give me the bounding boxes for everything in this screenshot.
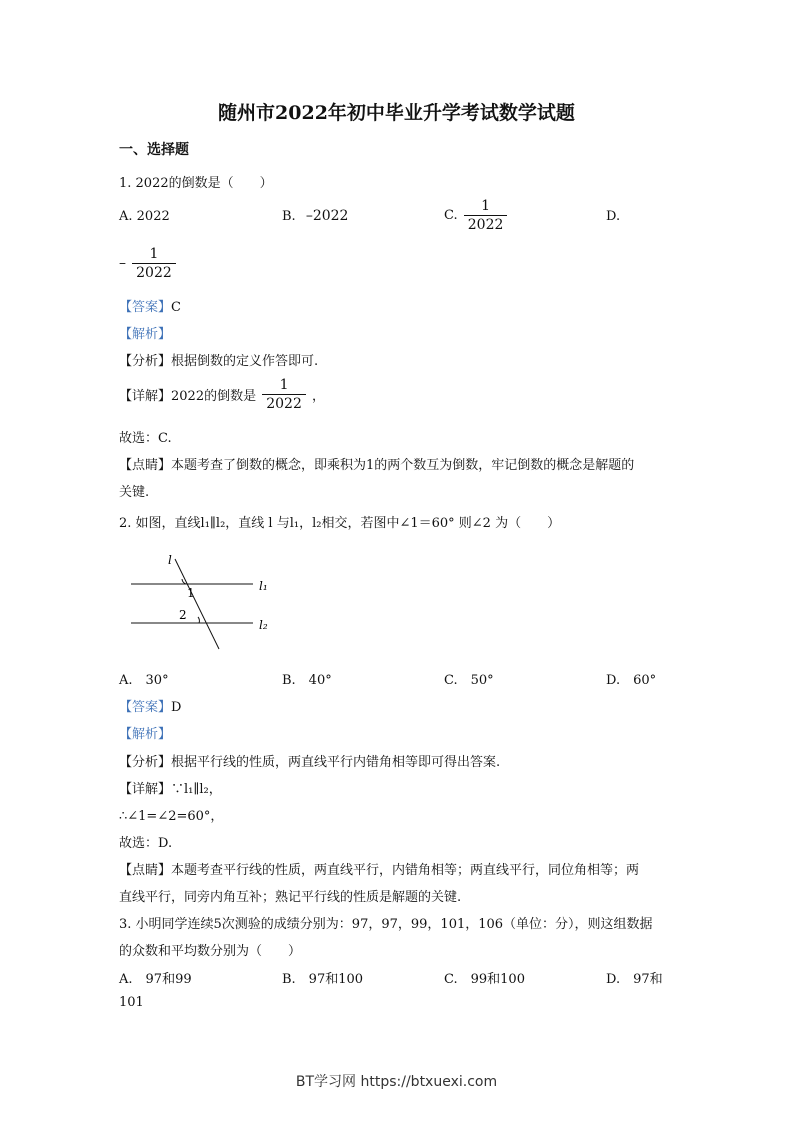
q1-option-c-numerator: 1	[481, 198, 491, 214]
q1-dianjing-line2: 关键.	[119, 485, 150, 500]
q3-option-a: A. 97和99	[119, 972, 192, 987]
q1-option-c-label: C.	[444, 208, 458, 223]
q2-option-c: C. 50°	[444, 673, 494, 688]
angle-2-arc	[198, 617, 199, 623]
q2-dianjing-line2: 直线平行，同旁内角互补；熟记平行线的性质是解题的关键.	[119, 890, 462, 905]
q1-option-b-value: –2022	[305, 208, 349, 224]
q2-option-a: A. 30°	[119, 673, 169, 688]
q1-fenxi: 【分析】根据倒数的定义作答即可.	[119, 354, 319, 369]
q1-option-b-label: B.	[282, 209, 296, 224]
q2-therefore: ∴∠1=∠2=60°，	[119, 809, 224, 824]
q2-stem: 2. 如图，直线l₁∥l₂，直线 l 与l₁，l₂相交，若图中∠1＝60° 则∠2 为（ ）	[119, 516, 561, 531]
q1-option-d-denominator: 2022	[132, 263, 176, 281]
q1-answer-tag: 【答案】	[119, 300, 172, 315]
q1-option-d-label: D.	[606, 209, 621, 224]
label-angle-1: 1	[187, 586, 195, 600]
q2-option-b: B. 40°	[282, 673, 332, 688]
q1-answer	[119, 296, 181, 315]
q3-stem-line2: 的众数和平均数分别为（ ）	[119, 944, 302, 959]
q1-option-b	[282, 208, 348, 224]
q2-fenxi: 【分析】根据平行线的性质，两直线平行内错角相等即可得出答案.	[119, 755, 501, 770]
q2-answer-tag: 【答案】	[119, 700, 172, 715]
label-l: l	[168, 553, 172, 567]
q1-xiangjie-numerator: 1	[279, 377, 289, 393]
q3-option-c: C. 99和100	[444, 972, 525, 987]
q2-analysis-tag: 【解析】	[119, 727, 172, 742]
label-angle-2: 2	[179, 608, 187, 622]
page-title: 随州市2022年初中毕业升学考试数学试题	[218, 102, 575, 124]
q1-xiangjie-denominator: 2022	[262, 394, 306, 412]
q3-stem-line1: 3. 小明同学连续5次测验的成绩分别为：97，97，99，101，106（单位：分），则这组数据	[119, 917, 653, 932]
q1-option-d-numerator: 1	[149, 246, 159, 262]
q2-option-d: D. 60°	[606, 673, 657, 688]
q1-option-c-denominator: 2022	[464, 215, 508, 233]
q2-dianjing-line1: 【点睛】本题考查平行线的性质，两直线平行，内错角相等；两直线平行，同位角相等；两	[119, 863, 640, 878]
parallel-lines-diagram	[119, 548, 289, 653]
q1-option-a: A. 2022	[119, 209, 170, 224]
q3-option-d-continued: 101	[119, 995, 144, 1010]
q3-option-d: D. 97和	[606, 972, 663, 987]
q1-option-d	[119, 246, 178, 281]
q1-option-c	[444, 198, 509, 233]
q2-xiangjie: 【详解】∵l₁∥l₂，	[119, 782, 222, 797]
q1-xiangjie-suffix: ，	[312, 389, 326, 404]
q2-guxuan: 故选：D.	[119, 836, 173, 851]
q3-option-b: B. 97和100	[282, 972, 364, 987]
q2-answer	[119, 696, 181, 715]
q1-dianjing-line1: 【点睛】本题考查了倒数的概念，即乘积为1的两个数互为倒数，牢记倒数的概念是解题的	[119, 458, 635, 473]
label-l2: l₂	[259, 618, 268, 632]
footer-watermark: BT学习网 https://btxuexi.com	[295, 1074, 498, 1090]
q1-stem: 1. 2022的倒数是（ ）	[119, 176, 273, 191]
q1-xiangjie-prefix: 【详解】2022的倒数是	[119, 389, 257, 404]
q1-option-d-fraction	[132, 246, 176, 281]
q1-guxuan: 故选：C.	[119, 431, 172, 446]
section-heading: 一、选择题	[119, 142, 189, 158]
q1-analysis-tag: 【解析】	[119, 327, 172, 342]
q2-answer-value: D	[171, 700, 182, 715]
q1-xiangjie-fraction	[262, 377, 306, 412]
q1-xiangjie	[119, 377, 325, 412]
q1-option-d-sign: –	[119, 255, 126, 272]
q1-option-c-fraction	[464, 198, 508, 233]
transversal-l	[175, 559, 219, 649]
label-l1: l₁	[259, 579, 268, 593]
q1-answer-value: C	[171, 300, 181, 315]
